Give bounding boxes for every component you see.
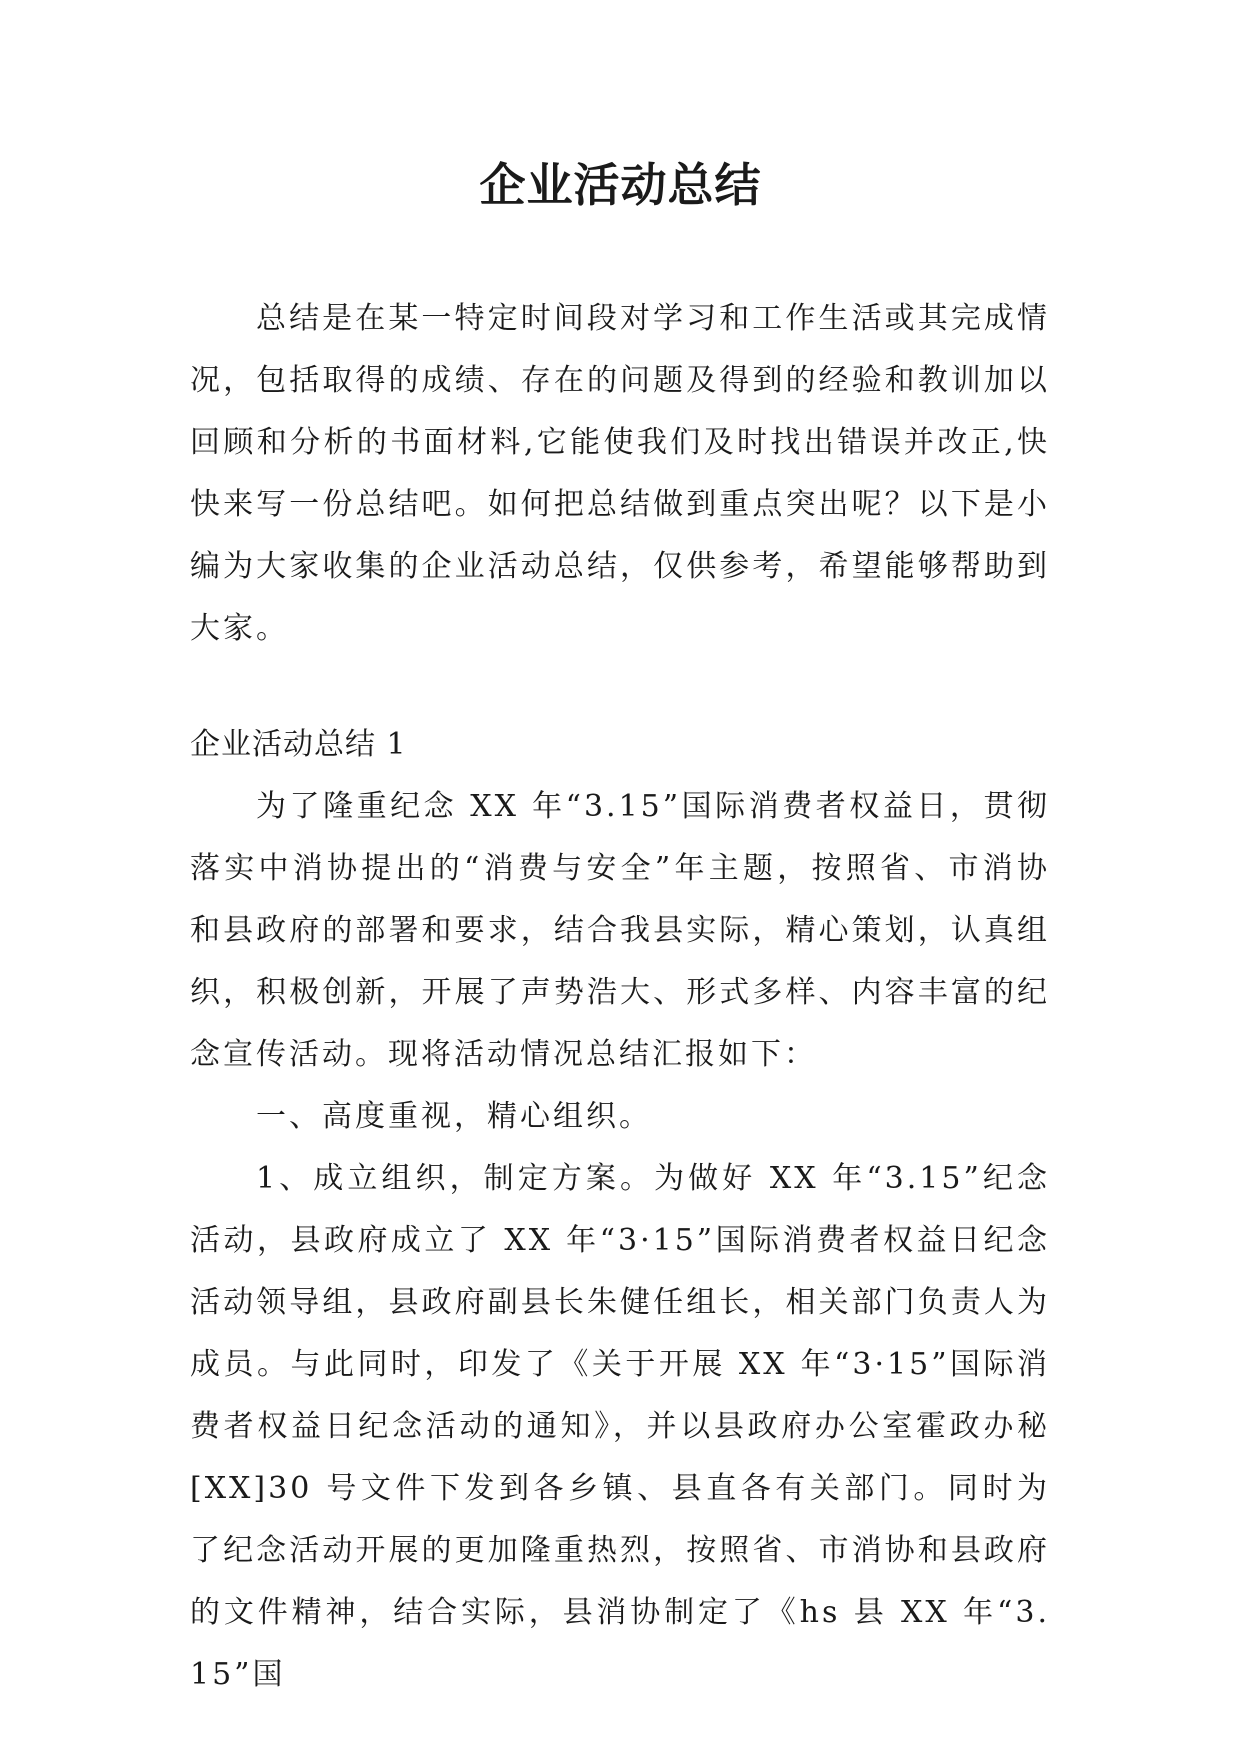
intro-paragraph: 总结是在某一特定时间段对学习和工作生活或其完成情况，包括取得的成绩、存在的问题及得到的经验和教训加以回顾和分析的书面材料,它能使我们及时找出错误并改正,快快来写一份总结吧。如何把总结做到重点突出呢？以下是小编为大家收集的企业活动总结，仅供参考，希望能够帮助到大家。 [190,301,1050,646]
section-heading: 企业活动总结 1 [190,727,407,762]
body-paragraph: 为了隆重纪念 XX 年“3.15”国际消费者权益日，贯彻落实中消协提出的“消费与安全”年主题，按照省、市消协和县政府的部署和要求，结合我县实际，精心策划，认真组织，积极创新，开展了声势浩大、形式多样、内容丰富的纪念宣传活动。现将活动情况总结汇报如下： [190,789,1050,1072]
document-body [190,288,1050,1706]
document-title: 企业活动总结 [479,158,762,212]
body-paragraph: 一、高度重视，精心组织。 [256,1099,652,1134]
body-paragraph: 1、成立组织，制定方案。为做好 XX 年“3.15”纪念活动，县政府成立了 XX 年“3·15”国际消费者权益日纪念活动领导组，县政府副县长朱健任组长，相关部门负责人为成员。与此同时，印发了《关于开展 XX 年“3·15”国际消费者权益日纪念活动的通知》，并以县政府办公室霍政办秘[XX]30 号文件下发到各乡镇、县直各有关部门。同时为了纪念活动开展的更加隆重热烈，按照省、市消协和县政府的文件精神，结合实际，县消协制定了《hs 县 XX 年“3.15”国 [190,1161,1050,1692]
